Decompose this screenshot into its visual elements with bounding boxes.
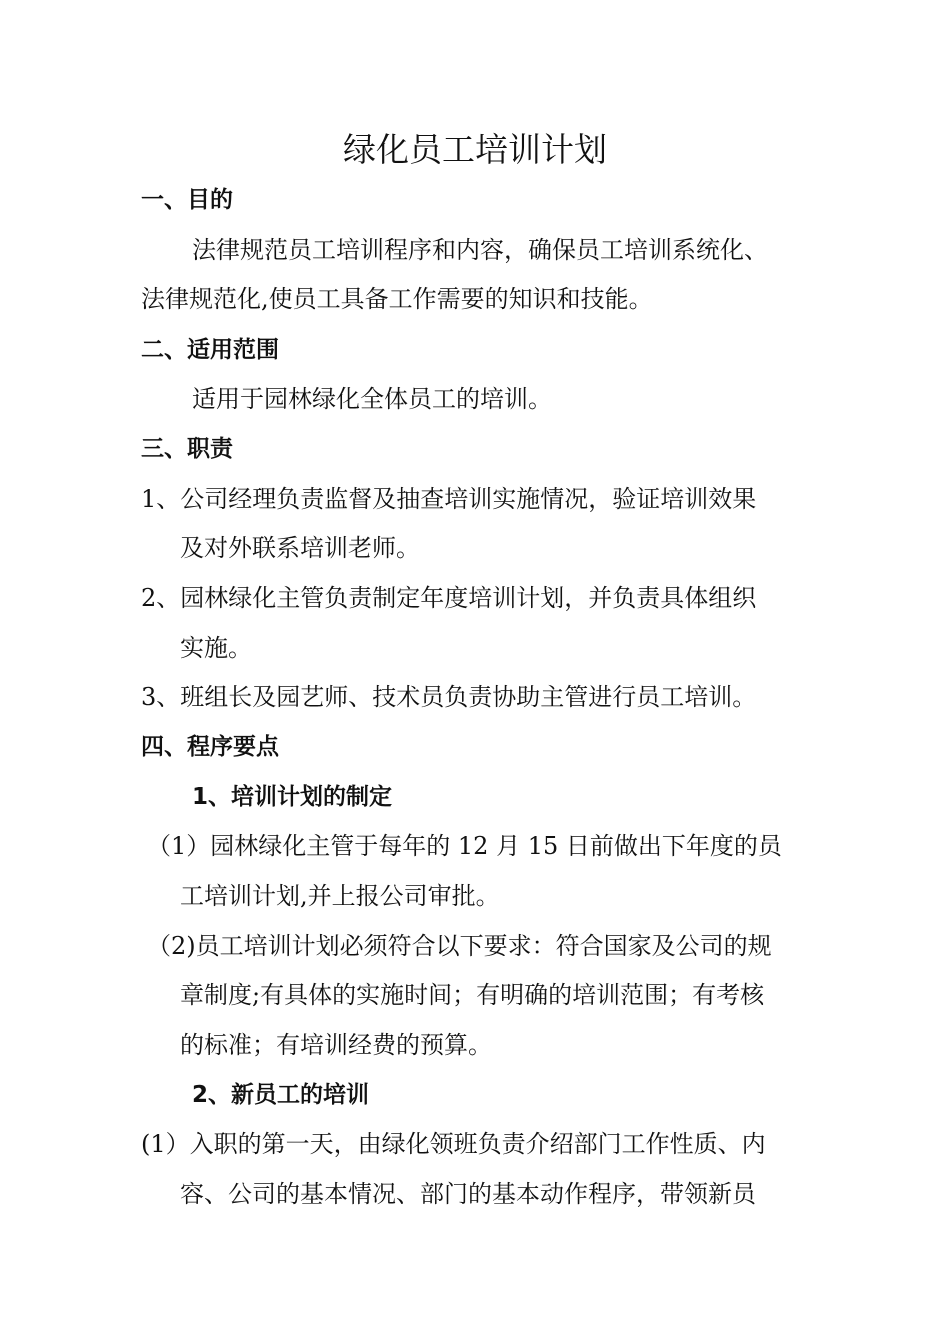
list-item-line: 的标准；有培训经费的预算。: [180, 1031, 492, 1059]
section-heading-duties: 三、职责: [141, 436, 233, 462]
section-heading-procedure: 四、程序要点: [141, 734, 279, 760]
document-title: 绿化员工培训计划: [343, 130, 607, 169]
list-item-line: 3、班组长及园艺师、技术员负责协助主管进行员工培训。: [141, 683, 757, 711]
list-item-line: 章制度;有具体的实施时间；有明确的培训范围；有考核: [180, 981, 765, 1009]
paragraph-line: 法律规范员工培训程序和内容，确保员工培训系统化、: [192, 236, 768, 264]
section-heading-scope: 二、适用范围: [141, 337, 279, 363]
list-item-line: 容、公司的基本情况、部门的基本动作程序，带领新员: [180, 1180, 756, 1208]
list-item-line: (1）入职的第一天，由绿化领班负责介绍部门工作性质、内: [141, 1130, 766, 1158]
list-item-line: 工培训计划,并上报公司审批。: [180, 882, 500, 910]
section-heading-purpose: 一、目的: [141, 187, 233, 213]
list-item-line: （1）园林绿化主管于每年的 12 月 15 日前做出下年度的员: [147, 832, 782, 860]
list-item-line: 及对外联系培训老师。: [180, 534, 420, 562]
list-item-line: （2)员工培训计划必须符合以下要求：符合国家及公司的规: [147, 932, 772, 960]
list-item-line: 2、园林绿化主管负责制定年度培训计划，并负责具体组织: [141, 584, 757, 612]
list-item-line: 实施。: [180, 634, 252, 662]
subsection-heading-new-staff: 2、新员工的培训: [192, 1082, 370, 1108]
subsection-heading-plan: 1、培训计划的制定: [192, 784, 393, 810]
paragraph-line: 法律规范化,使员工具备工作需要的知识和技能。: [141, 285, 653, 313]
paragraph-line: 适用于园林绿化全体员工的培训。: [192, 385, 552, 413]
list-item-line: 1、公司经理负责监督及抽查培训实施情况，验证培训效果: [141, 485, 757, 513]
